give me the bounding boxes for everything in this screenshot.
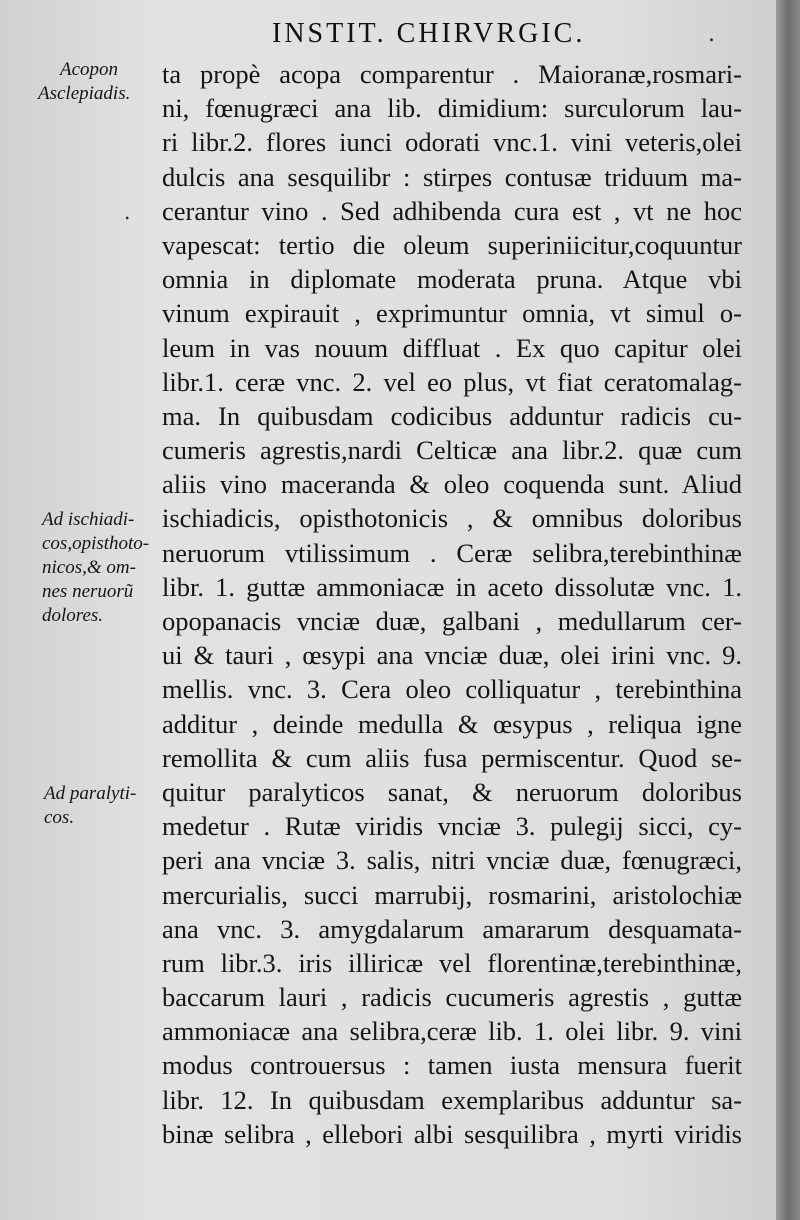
margin-note-line: nes neruorũ [42,581,134,602]
running-head: INSTIT. CHIRVRGIC. [272,18,586,49]
stray-mark: . [124,200,131,224]
text-line: medetur . Rutæ viridis vnciæ 3. pulegij sicci, cy- [162,811,742,842]
text-line: mercurialis, succi marrubij, rosmarini, aristolochiæ [162,879,742,910]
text-line: ma. In quibusdam codicibus adduntur radicis cu- [162,400,742,431]
text-line: vapescat: tertio die oleum superiniicitur,coquuntur [162,229,742,260]
text-line: ui & tauri , œsypi ana vnciæ duæ, olei irini vnc. 9. [162,640,742,671]
text-line: vinum expirauit , exprimuntur omnia, vt simul o- [162,298,742,329]
text-line: quitur paralyticos sanat, & neruorum doloribus [162,776,742,807]
text-line: baccarum lauri , radicis cucumeris agrestis , guttæ [162,982,742,1013]
header-mark: . [708,22,715,47]
text-line: rum libr.3. iris illiricæ vel florentinæ,terebinthinæ, [162,947,742,978]
text-line: aliis vino maceranda & oleo coquenda sunt. Aliud [162,469,742,500]
text-line: leum in vas nouum diffluat . Ex quo capitur olei [162,332,742,363]
margin-note-line: dolores. [42,605,104,626]
text-line: peri ana vnciæ 3. salis, nitri vnciæ duæ, fœnugræci, [162,845,742,876]
text-line: modus controuersus : tamen iusta mensura fuerit [162,1050,742,1081]
text-line: mellis. vnc. 3. Cera oleo colliquatur , terebinthina [162,674,742,705]
margin-note-paralyticos [44,782,136,830]
margin-note-line: Ad paralyti- [44,783,137,804]
margin-note-line: cos,opisthoto- [42,533,150,554]
text-line: ischiadicis, opisthotonicis , & omnibus doloribus [162,503,742,534]
margin-note-line: cos. [44,807,75,828]
text-line: ri libr.2. flores iunci odorati vnc.1. vini veteris,olei [162,127,742,158]
text-line: remollita & cum aliis fusa permiscentur. Quod se- [162,742,742,773]
text-line: opopanacis vnciæ duæ, galbani , medullarum cer- [162,606,742,636]
margin-note-line: Asclepiadis. [38,83,131,104]
text-line: ana vnc. 3. amygdalarum amararum desquamata- [162,913,742,944]
text-line: omnia in diplomate moderata pruna. Atque vbi [162,264,742,295]
text-line: ammoniacæ ana selibra,ceræ lib. 1. olei libr. 9. vini [162,1016,742,1047]
text-line: dulcis ana sesquilibr : stirpes contusæ triduum ma- [162,161,742,192]
text-line: ni, fœnugræci ana lib. dimidium: surculorum lau- [162,93,742,124]
margin-note-line: nicos,& om- [42,557,136,578]
margin-note-ischiadicos [42,508,149,628]
text-line: libr. 1. guttæ ammoniacæ in aceto dissolutæ vnc. 1. [162,571,742,602]
margin-note-acopon [38,58,130,106]
text-line: cerantur vino . Sed adhibenda cura est , vt ne hoc [162,195,742,226]
page-binding-edge [776,0,800,1220]
margin-note-line: Acopon [60,59,119,80]
text-line: ta propè acopa comparentur . Maioranæ,rosmari- [162,59,742,89]
text-line: libr.1. ceræ vnc. 2. vel eo plus, vt fiat ceratomalag- [162,366,742,397]
text-line: libr. 12. In quibusdam exemplaribus adduntur sa- [162,1084,742,1115]
text-line: binæ selibra , ellebori albi sesquilibra , myrti viridis [162,1118,742,1149]
text-line: cumeris agrestis,nardi Celticæ ana libr.2. quæ cum [162,435,742,466]
body-text-block [162,57,742,1151]
text-line: neruorum vtilissimum . Ceræ selibra,terebinthinæ [162,537,742,568]
text-line: additur , deinde medulla & œsypus , reliqua igne [162,708,742,739]
margin-note-line: Ad ischiadi- [42,509,135,530]
